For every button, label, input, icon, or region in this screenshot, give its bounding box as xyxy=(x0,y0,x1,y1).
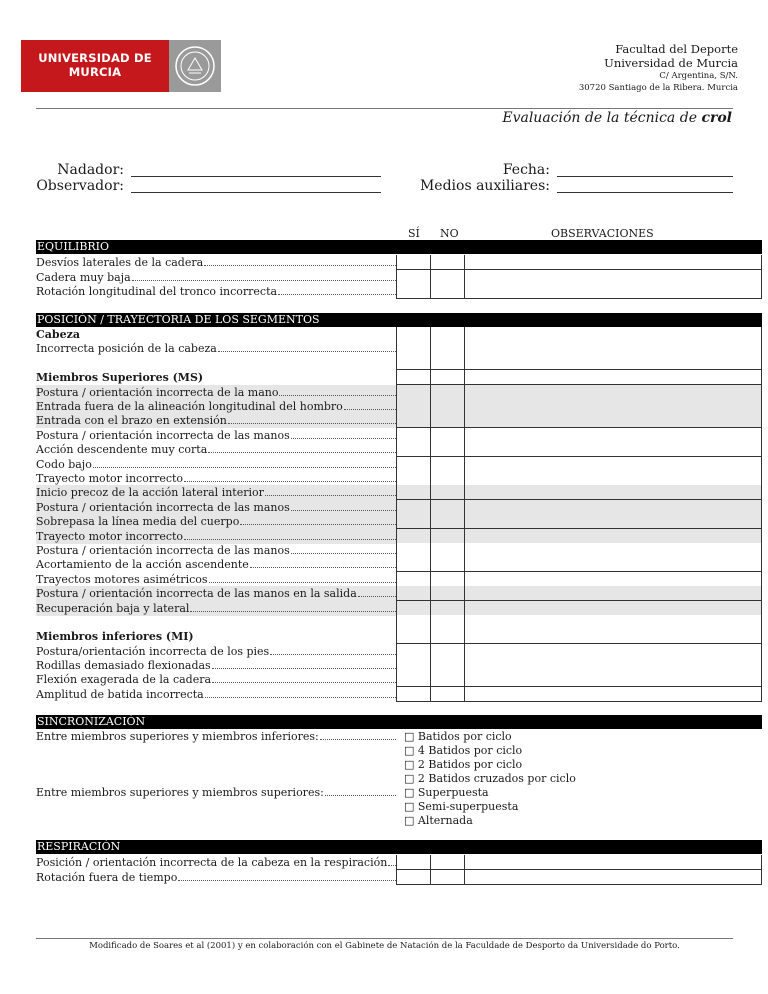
row-text: Trayecto motor incorrecto xyxy=(36,471,184,485)
row-label xyxy=(36,270,396,285)
row-text: Miembros Superiores (MS) xyxy=(36,371,204,384)
row-text: Flexión exagerada de la cadera xyxy=(36,673,212,687)
observer-label: Observador: xyxy=(36,178,124,194)
row-label xyxy=(36,255,396,270)
sync-option-checkbox[interactable]: □ 4 Batidos por ciclo xyxy=(404,744,523,757)
row-label xyxy=(36,327,396,342)
row-label xyxy=(36,428,396,443)
spacer-row xyxy=(36,355,762,370)
yes-cell[interactable] xyxy=(396,399,431,414)
sync-option-checkbox[interactable]: □ Batidos por ciclo xyxy=(404,730,512,743)
row-label xyxy=(36,355,396,370)
observations-cell[interactable] xyxy=(465,413,762,428)
subheading-ms xyxy=(36,370,762,385)
row-text: Sobrepasa la línea media del cuerpo xyxy=(36,515,240,529)
observations-cell[interactable] xyxy=(465,529,762,544)
no-cell[interactable] xyxy=(431,572,465,587)
table-row xyxy=(36,428,762,443)
table-row xyxy=(36,601,762,616)
no-cell[interactable] xyxy=(431,855,465,870)
logo-line1: UNIVERSIDAD DE xyxy=(38,51,152,65)
row-label xyxy=(36,572,396,587)
row-label xyxy=(36,284,396,299)
no-cell[interactable] xyxy=(431,457,465,472)
table-row xyxy=(36,687,762,702)
observations-cell[interactable] xyxy=(465,255,762,270)
observations-cell[interactable] xyxy=(465,457,762,472)
row-label xyxy=(36,644,396,659)
row-label xyxy=(36,543,396,558)
section-equilibrio: EQUILIBRIO xyxy=(36,240,762,254)
no-cell[interactable] xyxy=(431,543,465,558)
observations-cell[interactable] xyxy=(465,672,762,687)
yes-cell[interactable] xyxy=(396,284,431,299)
row-text: Miembros inferiores (MI) xyxy=(36,630,194,643)
no-cell[interactable] xyxy=(431,629,465,644)
observations-cell[interactable] xyxy=(465,442,762,457)
document-title xyxy=(502,110,732,126)
title-prefix: Evaluación de la técnica de xyxy=(502,110,697,126)
university-logo xyxy=(21,40,221,92)
sync-upper-lower xyxy=(36,730,396,744)
observations-cell[interactable] xyxy=(465,615,762,630)
no-cell[interactable] xyxy=(431,355,465,370)
row-text: Postura / orientación incorrecta de las manos xyxy=(36,543,290,557)
row-text: Acortamiento de la acción ascendente xyxy=(36,558,249,572)
no-cell[interactable] xyxy=(431,270,465,285)
table-row xyxy=(36,341,762,356)
spacer-row xyxy=(36,615,762,630)
sync-option-checkbox[interactable]: □ 2 Batidos cruzados por ciclo xyxy=(404,772,576,785)
yes-cell[interactable] xyxy=(396,370,431,385)
section-sincronizacion: SINCRONIZACIÓN xyxy=(36,715,762,729)
row-text: Acción descendente muy corta xyxy=(36,443,208,457)
row-label xyxy=(36,687,396,702)
no-cell[interactable] xyxy=(431,471,465,486)
swimmer-field[interactable] xyxy=(131,176,381,177)
yes-cell[interactable] xyxy=(396,687,431,702)
footer-divider xyxy=(36,938,733,939)
observations-cell[interactable] xyxy=(465,284,762,299)
no-cell[interactable] xyxy=(431,500,465,515)
row-text: Codo bajo xyxy=(36,457,92,471)
no-cell[interactable] xyxy=(431,255,465,270)
observations-cell[interactable] xyxy=(465,586,762,601)
row-label xyxy=(36,658,396,673)
column-yes: SÍ xyxy=(408,227,420,240)
row-label xyxy=(36,629,396,644)
no-cell[interactable] xyxy=(431,370,465,385)
row-text: Incorrecta posición de la cabeza xyxy=(36,342,217,355)
table-row xyxy=(36,572,762,587)
table-row xyxy=(36,644,762,659)
table-row xyxy=(36,255,762,270)
yes-cell[interactable] xyxy=(396,485,431,500)
row-text: Recuperación baja y lateral xyxy=(36,601,190,615)
row-label xyxy=(36,485,396,500)
no-cell[interactable] xyxy=(431,413,465,428)
faculty-name: Facultad del Deporte xyxy=(615,42,738,56)
no-cell[interactable] xyxy=(431,658,465,673)
observations-cell[interactable] xyxy=(465,399,762,414)
header-divider xyxy=(36,108,733,109)
yes-cell[interactable] xyxy=(396,514,431,529)
yes-cell[interactable] xyxy=(396,572,431,587)
observations-cell[interactable] xyxy=(465,428,762,443)
no-cell[interactable] xyxy=(431,284,465,299)
date-label: Fecha: xyxy=(502,162,550,178)
yes-cell[interactable] xyxy=(396,586,431,601)
table-row xyxy=(36,855,762,870)
observer-field[interactable] xyxy=(131,192,381,193)
row-label xyxy=(36,601,396,616)
row-label xyxy=(36,370,396,385)
no-cell[interactable] xyxy=(431,557,465,572)
yes-cell[interactable] xyxy=(396,658,431,673)
sync-option-checkbox[interactable]: □ Alternada xyxy=(404,814,473,827)
observations-cell[interactable] xyxy=(465,543,762,558)
observations-cell[interactable] xyxy=(465,870,762,885)
row-label xyxy=(36,557,396,572)
observations-cell[interactable] xyxy=(465,500,762,515)
yes-cell[interactable] xyxy=(396,457,431,472)
table-row xyxy=(36,514,762,529)
subheading-cabeza xyxy=(36,327,762,342)
observations-cell[interactable] xyxy=(465,658,762,673)
row-text: Postura / orientación incorrecta de las manos en la salida xyxy=(36,587,357,601)
yes-cell[interactable] xyxy=(396,855,431,870)
university-name: Universidad de Murcia xyxy=(604,56,738,70)
yes-cell[interactable] xyxy=(396,413,431,428)
table-row xyxy=(36,457,762,472)
no-cell[interactable] xyxy=(431,341,465,356)
no-cell[interactable] xyxy=(431,586,465,601)
table-row xyxy=(36,270,762,285)
no-cell[interactable] xyxy=(431,870,465,885)
title-emphasis: crol xyxy=(701,110,732,126)
no-cell[interactable] xyxy=(431,615,465,630)
yes-cell[interactable] xyxy=(396,543,431,558)
yes-cell[interactable] xyxy=(396,255,431,270)
table-row xyxy=(36,529,762,544)
row-label xyxy=(36,442,396,457)
yes-cell[interactable] xyxy=(396,870,431,885)
yes-cell[interactable] xyxy=(396,601,431,616)
table-row xyxy=(36,500,762,515)
row-text: Postura / orientación incorrecta de las manos xyxy=(36,500,290,514)
observations-cell[interactable] xyxy=(465,471,762,486)
yes-cell[interactable] xyxy=(396,355,431,370)
no-cell[interactable] xyxy=(431,442,465,457)
date-field[interactable] xyxy=(557,176,733,177)
yes-cell[interactable] xyxy=(396,615,431,630)
aids-field[interactable] xyxy=(557,192,733,193)
no-cell[interactable] xyxy=(431,601,465,616)
yes-cell[interactable] xyxy=(396,471,431,486)
logo-line2: MURCIA xyxy=(68,65,122,79)
observations-cell[interactable] xyxy=(465,485,762,500)
observations-cell[interactable] xyxy=(465,327,762,342)
yes-cell[interactable] xyxy=(396,629,431,644)
table-row xyxy=(36,284,762,299)
swimmer-label: Nadador: xyxy=(57,162,124,178)
no-cell[interactable] xyxy=(431,485,465,500)
section-posicion: POSICIÓN / TRAYECTORIA DE LOS SEGMENTOS xyxy=(36,313,762,327)
sync-option-checkbox[interactable]: □ Semi-superpuesta xyxy=(404,800,519,813)
row-text: Amplitud de batida incorrecta xyxy=(36,687,204,701)
row-text: Postura / orientación incorrecta de la mano xyxy=(36,385,279,399)
yes-cell[interactable] xyxy=(396,644,431,659)
yes-cell[interactable] xyxy=(396,270,431,285)
row-label xyxy=(36,514,396,529)
observations-cell[interactable] xyxy=(465,355,762,370)
no-cell[interactable] xyxy=(431,687,465,702)
no-cell[interactable] xyxy=(431,514,465,529)
observations-cell[interactable] xyxy=(465,629,762,644)
sync-option-checkbox[interactable]: □ 2 Batidos por ciclo xyxy=(404,758,523,771)
row-label xyxy=(36,413,396,428)
street-address: C/ Argentina, S/N. xyxy=(659,71,738,81)
row-label xyxy=(36,586,396,601)
no-cell[interactable] xyxy=(431,644,465,659)
observations-cell[interactable] xyxy=(465,855,762,870)
table-row xyxy=(36,471,762,486)
row-label xyxy=(36,615,396,630)
no-cell[interactable] xyxy=(431,385,465,400)
logo-text xyxy=(21,40,169,92)
yes-cell[interactable] xyxy=(396,672,431,687)
table-row xyxy=(36,413,762,428)
observations-cell[interactable] xyxy=(465,644,762,659)
observations-cell[interactable] xyxy=(465,557,762,572)
table-row xyxy=(36,672,762,687)
row-label xyxy=(36,341,396,356)
row-text: Posición / orientación incorrecta de la cabeza en la respiración xyxy=(36,856,388,869)
subheading-mi xyxy=(36,629,762,644)
observations-cell[interactable] xyxy=(465,601,762,616)
row-label xyxy=(36,672,396,687)
observations-cell[interactable] xyxy=(465,270,762,285)
table-row xyxy=(36,399,762,414)
observations-cell[interactable] xyxy=(465,514,762,529)
no-cell[interactable] xyxy=(431,399,465,414)
table-row xyxy=(36,870,762,885)
no-cell[interactable] xyxy=(431,672,465,687)
observations-cell[interactable] xyxy=(465,370,762,385)
row-text: Rodillas demasiado flexionadas xyxy=(36,658,211,672)
column-no: NO xyxy=(440,227,459,240)
sync-upper-upper xyxy=(36,786,396,800)
city-address: 30720 Santiago de la Ribera. Murcia xyxy=(578,83,738,93)
row-label xyxy=(36,457,396,472)
row-text: Entrada fuera de la alineación longitudinal del hombro xyxy=(36,399,343,413)
observations-cell[interactable] xyxy=(465,572,762,587)
row-text: Trayectos motores asimétricos xyxy=(36,572,208,586)
row-text: Rotación fuera de tiempo xyxy=(36,870,178,884)
row-text: Inicio precoz de la acción lateral interior xyxy=(36,486,264,500)
row-label xyxy=(36,870,396,885)
yes-cell[interactable] xyxy=(396,442,431,457)
sync-upper-upper-label: Entre miembros superiores y miembros superiores: xyxy=(36,786,324,799)
row-label xyxy=(36,500,396,515)
column-observations: OBSERVACIONES xyxy=(551,227,654,240)
yes-cell[interactable] xyxy=(396,341,431,356)
table-row xyxy=(36,658,762,673)
table-row xyxy=(36,442,762,457)
aids-label: Medios auxiliares: xyxy=(419,178,550,194)
observations-cell[interactable] xyxy=(465,341,762,356)
no-cell[interactable] xyxy=(431,529,465,544)
seal-icon xyxy=(169,40,221,92)
table-row xyxy=(36,485,762,500)
faculty-address xyxy=(579,42,738,94)
no-cell[interactable] xyxy=(431,327,465,342)
yes-cell[interactable] xyxy=(396,385,431,400)
row-text: Cabeza xyxy=(36,328,80,341)
row-label xyxy=(36,529,396,544)
no-cell[interactable] xyxy=(431,428,465,443)
row-label xyxy=(36,471,396,486)
row-text: Cadera muy baja xyxy=(36,270,131,284)
row-text: Trayecto motor incorrecto xyxy=(36,529,184,543)
yes-cell[interactable] xyxy=(396,500,431,515)
section-respiracion: RESPIRACIÓN xyxy=(36,840,762,854)
row-label xyxy=(36,399,396,414)
sync-option-checkbox[interactable]: □ Superpuesta xyxy=(404,786,489,799)
table-row xyxy=(36,586,762,601)
row-text: Desvíos laterales de la cadera xyxy=(36,256,204,269)
row-label xyxy=(36,385,396,400)
yes-cell[interactable] xyxy=(396,428,431,443)
row-text: Postura / orientación incorrecta de las manos xyxy=(36,428,290,442)
row-text: Entrada con el brazo en extensión xyxy=(36,414,227,428)
row-text: Rotación longitudinal del tronco incorrecta xyxy=(36,285,278,298)
footer-note: Modificado de Soares et al (2001) y en colaboración con el Gabinete de Natación de la Faculdade de Desporto da Universidade do Porto. xyxy=(89,941,680,951)
table-row xyxy=(36,543,762,558)
yes-cell[interactable] xyxy=(396,327,431,342)
sync-upper-lower-label: Entre miembros superiores y miembros inferiores: xyxy=(36,730,319,743)
table-row xyxy=(36,557,762,572)
observations-cell[interactable] xyxy=(465,687,762,702)
row-text: Postura/orientación incorrecta de los pies xyxy=(36,644,270,658)
yes-cell[interactable] xyxy=(396,557,431,572)
observations-cell[interactable] xyxy=(465,385,762,400)
row-label xyxy=(36,855,396,870)
table-row xyxy=(36,385,762,400)
yes-cell[interactable] xyxy=(396,529,431,544)
